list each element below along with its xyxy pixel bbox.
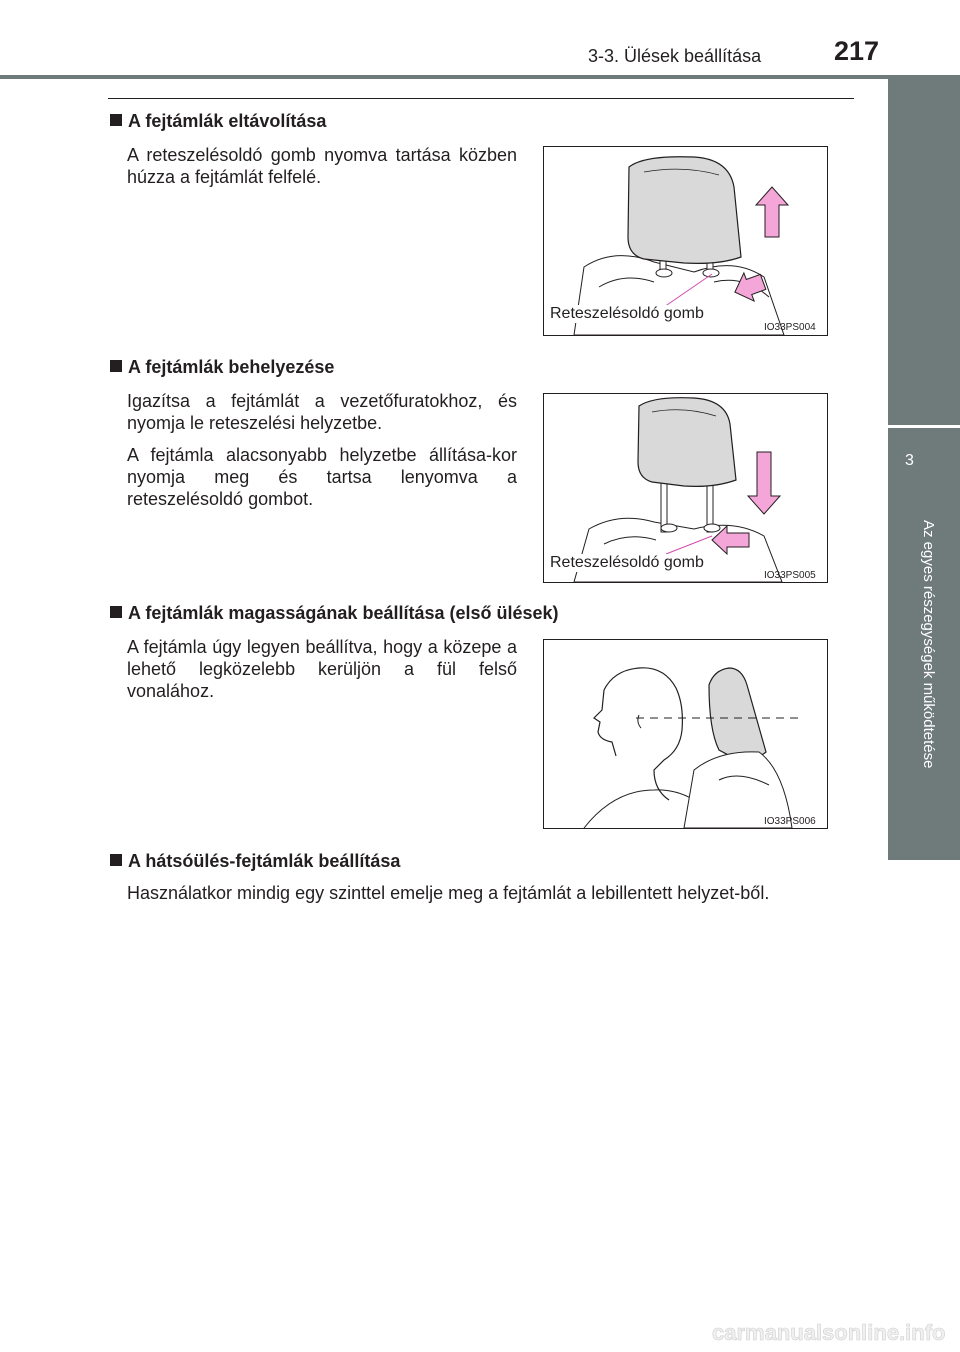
paragraph: A fejtámla alacsonyabb helyzetbe állítása-kor nyomja meg és tartsa lenyomva a reteszelésoldó gombot.: [127, 445, 517, 509]
figure-code: IO33PS004: [764, 322, 816, 333]
section-title: 3-3. Ülések beállítása: [588, 46, 762, 66]
header-rule: [0, 75, 960, 79]
paragraph: Igazítsa a fejtámlát a vezetőfuratokhoz, és nyomja le reteszelési helyzetbe.: [127, 391, 517, 433]
page-number: 217: [834, 36, 880, 66]
section-heading: A fejtámlák magasságának beállítása (első ülések): [110, 603, 559, 624]
square-bullet-icon: [110, 606, 122, 618]
section-heading: A fejtámlák eltávolítása: [110, 111, 326, 132]
content-top-rule: [108, 98, 854, 99]
headrest-height-illustration: [544, 640, 827, 828]
square-bullet-icon: [110, 114, 122, 126]
carmanualsonline-watermark-logo: [712, 1312, 952, 1352]
paragraph: A reteszelésoldó gomb nyomva tartása közben húzza a fejtámlát felfelé.: [127, 145, 517, 187]
figure-headrest-remove: [543, 146, 828, 336]
svg-text:carmanualsonline.info: carmanualsonline.info: [712, 1320, 946, 1345]
figure-code: IO33PS005: [764, 570, 816, 581]
side-tab-upper: [888, 79, 960, 425]
figure-callout-label: Reteszelésoldó gomb: [550, 554, 704, 571]
square-bullet-icon: [110, 854, 122, 866]
figure-callout-label: Reteszelésoldó gomb: [550, 305, 704, 322]
section-heading: A hátsóülés-fejtámlák beállítása: [110, 851, 400, 872]
paragraph: Használatkor mindig egy szinttel emelje meg a fejtámlát a lebillentett helyzet-ből.: [127, 883, 770, 903]
chapter-title: Az egyes részegységek működtetése: [920, 520, 937, 769]
figure-code: IO33PS006: [764, 816, 816, 827]
figure-headrest-install: [543, 393, 828, 583]
paragraph: A fejtámla úgy legyen beállítva, hogy a közepe a lehető legközelebb kerüljön a fül felső vonalához.: [127, 637, 517, 701]
figure-headrest-height: [543, 639, 828, 829]
square-bullet-icon: [110, 360, 122, 372]
chapter-number: 3: [905, 452, 914, 469]
section-heading: A fejtámlák behelyezése: [110, 357, 334, 378]
